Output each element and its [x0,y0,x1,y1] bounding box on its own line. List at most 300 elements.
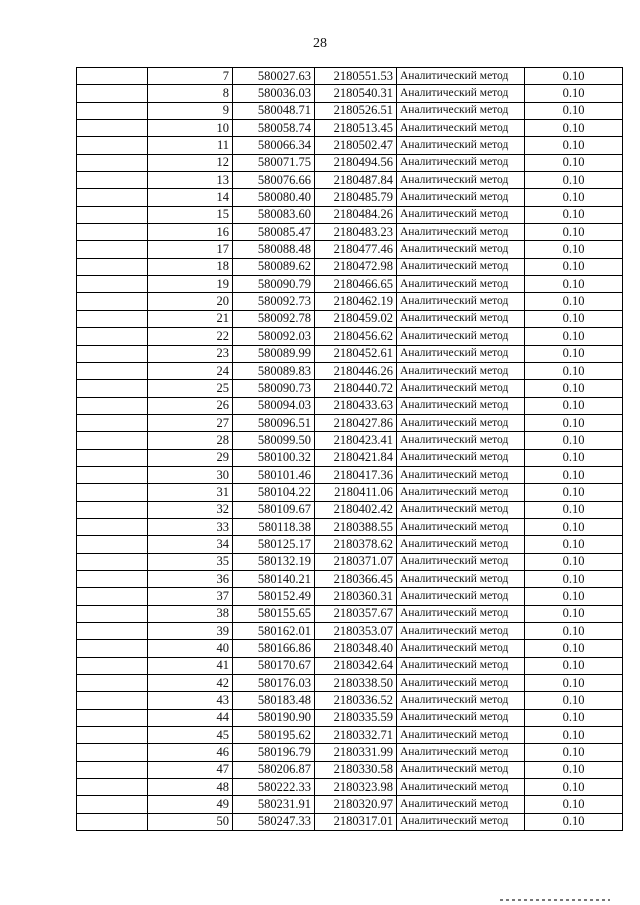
table-row [77,310,623,327]
point-number-cell: 8 [148,85,233,102]
point-number-cell: 15 [148,206,233,223]
table-row [77,518,623,535]
method-cell: Аналитический метод [397,154,525,171]
accuracy-cell: 0.10 [525,154,623,171]
table-row [77,328,623,345]
accuracy-cell: 0.10 [525,536,623,553]
x-coordinate-cell: 580109.67 [233,501,315,518]
blank-cell [77,414,148,431]
y-coordinate-cell: 2180371.07 [315,553,397,570]
point-number-cell: 44 [148,709,233,726]
table-row [77,397,623,414]
y-coordinate-cell: 2180388.55 [315,518,397,535]
x-coordinate-cell: 580196.79 [233,744,315,761]
y-coordinate-cell: 2180483.23 [315,224,397,241]
x-coordinate-cell: 580222.33 [233,779,315,796]
y-coordinate-cell: 2180348.40 [315,640,397,657]
accuracy-cell: 0.10 [525,588,623,605]
accuracy-cell: 0.10 [525,466,623,483]
y-coordinate-cell: 2180494.56 [315,154,397,171]
point-number-cell: 32 [148,501,233,518]
blank-cell [77,189,148,206]
accuracy-cell: 0.10 [525,224,623,241]
y-coordinate-cell: 2180440.72 [315,380,397,397]
method-cell: Аналитический метод [397,68,525,85]
x-coordinate-cell: 580076.66 [233,172,315,189]
x-coordinate-cell: 580071.75 [233,154,315,171]
accuracy-cell: 0.10 [525,675,623,692]
blank-cell [77,345,148,362]
x-coordinate-cell: 580155.65 [233,605,315,622]
y-coordinate-cell: 2180366.45 [315,570,397,587]
accuracy-cell: 0.10 [525,241,623,258]
x-coordinate-cell: 580170.67 [233,657,315,674]
blank-cell [77,241,148,258]
x-coordinate-cell: 580118.38 [233,518,315,535]
coordinates-table [76,67,623,831]
x-coordinate-cell: 580183.48 [233,692,315,709]
point-number-cell: 27 [148,414,233,431]
blank-cell [77,276,148,293]
x-coordinate-cell: 580036.03 [233,85,315,102]
method-cell: Аналитический метод [397,779,525,796]
x-coordinate-cell: 580090.73 [233,380,315,397]
point-number-cell: 17 [148,241,233,258]
x-coordinate-cell: 580027.63 [233,68,315,85]
method-cell: Аналитический метод [397,536,525,553]
x-coordinate-cell: 580195.62 [233,727,315,744]
table-row [77,466,623,483]
accuracy-cell: 0.10 [525,657,623,674]
point-number-cell: 23 [148,345,233,362]
blank-cell [77,484,148,501]
page-number: 28 [313,36,327,51]
table-row [77,85,623,102]
y-coordinate-cell: 2180323.98 [315,779,397,796]
y-coordinate-cell: 2180411.06 [315,484,397,501]
accuracy-cell: 0.10 [525,362,623,379]
table-row [77,189,623,206]
point-number-cell: 14 [148,189,233,206]
blank-cell [77,761,148,778]
method-cell: Аналитический метод [397,137,525,154]
table-row [77,345,623,362]
blank-cell [77,536,148,553]
point-number-cell: 21 [148,310,233,327]
point-number-cell: 28 [148,432,233,449]
blank-cell [77,466,148,483]
y-coordinate-cell: 2180317.01 [315,813,397,830]
table-row [77,709,623,726]
point-number-cell: 41 [148,657,233,674]
x-coordinate-cell: 580083.60 [233,206,315,223]
y-coordinate-cell: 2180472.98 [315,258,397,275]
blank-cell [77,310,148,327]
x-coordinate-cell: 580080.40 [233,189,315,206]
method-cell: Аналитический метод [397,727,525,744]
accuracy-cell: 0.10 [525,189,623,206]
table-row [77,605,623,622]
y-coordinate-cell: 2180331.99 [315,744,397,761]
table-row [77,675,623,692]
blank-cell [77,675,148,692]
method-cell: Аналитический метод [397,189,525,206]
y-coordinate-cell: 2180332.71 [315,727,397,744]
y-coordinate-cell: 2180551.53 [315,68,397,85]
y-coordinate-cell: 2180402.42 [315,501,397,518]
blank-cell [77,68,148,85]
accuracy-cell: 0.10 [525,85,623,102]
y-coordinate-cell: 2180427.86 [315,414,397,431]
y-coordinate-cell: 2180433.63 [315,397,397,414]
method-cell: Аналитический метод [397,623,525,640]
table-row [77,258,623,275]
y-coordinate-cell: 2180477.46 [315,241,397,258]
method-cell: Аналитический метод [397,276,525,293]
x-coordinate-cell: 580125.17 [233,536,315,553]
x-coordinate-cell: 580089.99 [233,345,315,362]
point-number-cell: 37 [148,588,233,605]
y-coordinate-cell: 2180446.26 [315,362,397,379]
x-coordinate-cell: 580101.46 [233,466,315,483]
table-row [77,779,623,796]
point-number-cell: 34 [148,536,233,553]
method-cell: Аналитический метод [397,657,525,674]
blank-cell [77,709,148,726]
blank-cell [77,553,148,570]
point-number-cell: 38 [148,605,233,622]
method-cell: Аналитический метод [397,813,525,830]
point-number-cell: 29 [148,449,233,466]
blank-cell [77,328,148,345]
method-cell: Аналитический метод [397,449,525,466]
accuracy-cell: 0.10 [525,449,623,466]
method-cell: Аналитический метод [397,397,525,414]
blank-cell [77,813,148,830]
blank-cell [77,172,148,189]
method-cell: Аналитический метод [397,501,525,518]
y-coordinate-cell: 2180342.64 [315,657,397,674]
accuracy-cell: 0.10 [525,102,623,119]
y-coordinate-cell: 2180456.62 [315,328,397,345]
blank-cell [77,779,148,796]
point-number-cell: 11 [148,137,233,154]
table-row [77,432,623,449]
table-row [77,224,623,241]
scan-edge-mark [500,899,610,901]
accuracy-cell: 0.10 [525,432,623,449]
point-number-cell: 42 [148,675,233,692]
blank-cell [77,518,148,535]
method-cell: Аналитический метод [397,466,525,483]
point-number-cell: 26 [148,397,233,414]
blank-cell [77,588,148,605]
blank-cell [77,362,148,379]
table-row [77,761,623,778]
table-row [77,154,623,171]
method-cell: Аналитический метод [397,206,525,223]
method-cell: Аналитический метод [397,484,525,501]
point-number-cell: 7 [148,68,233,85]
accuracy-cell: 0.10 [525,553,623,570]
table-row [77,536,623,553]
method-cell: Аналитический метод [397,588,525,605]
y-coordinate-cell: 2180540.31 [315,85,397,102]
y-coordinate-cell: 2180462.19 [315,293,397,310]
x-coordinate-cell: 580190.90 [233,709,315,726]
point-number-cell: 10 [148,120,233,137]
x-coordinate-cell: 580092.03 [233,328,315,345]
method-cell: Аналитический метод [397,241,525,258]
x-coordinate-cell: 580152.49 [233,588,315,605]
blank-cell [77,258,148,275]
method-cell: Аналитический метод [397,345,525,362]
accuracy-cell: 0.10 [525,380,623,397]
table-row [77,813,623,830]
blank-cell [77,85,148,102]
y-coordinate-cell: 2180526.51 [315,102,397,119]
x-coordinate-cell: 580048.71 [233,102,315,119]
accuracy-cell: 0.10 [525,761,623,778]
table-row [77,744,623,761]
method-cell: Аналитический метод [397,258,525,275]
point-number-cell: 49 [148,796,233,813]
method-cell: Аналитический метод [397,692,525,709]
blank-cell [77,657,148,674]
accuracy-cell: 0.10 [525,640,623,657]
point-number-cell: 13 [148,172,233,189]
blank-cell [77,206,148,223]
y-coordinate-cell: 2180513.45 [315,120,397,137]
point-number-cell: 16 [148,224,233,241]
point-number-cell: 30 [148,466,233,483]
point-number-cell: 12 [148,154,233,171]
x-coordinate-cell: 580231.91 [233,796,315,813]
x-coordinate-cell: 580206.87 [233,761,315,778]
accuracy-cell: 0.10 [525,744,623,761]
y-coordinate-cell: 2180336.52 [315,692,397,709]
accuracy-cell: 0.10 [525,709,623,726]
table-row [77,570,623,587]
table-row [77,588,623,605]
point-number-cell: 48 [148,779,233,796]
point-number-cell: 35 [148,553,233,570]
point-number-cell: 25 [148,380,233,397]
table-row [77,206,623,223]
method-cell: Аналитический метод [397,570,525,587]
table-row [77,68,623,85]
x-coordinate-cell: 580088.48 [233,241,315,258]
method-cell: Аналитический метод [397,796,525,813]
y-coordinate-cell: 2180459.02 [315,310,397,327]
accuracy-cell: 0.10 [525,120,623,137]
y-coordinate-cell: 2180485.79 [315,189,397,206]
accuracy-cell: 0.10 [525,605,623,622]
table-row [77,640,623,657]
method-cell: Аналитический метод [397,172,525,189]
table-row [77,102,623,119]
method-cell: Аналитический метод [397,120,525,137]
method-cell: Аналитический метод [397,675,525,692]
accuracy-cell: 0.10 [525,727,623,744]
accuracy-cell: 0.10 [525,397,623,414]
blank-cell [77,293,148,310]
blank-cell [77,605,148,622]
point-number-cell: 22 [148,328,233,345]
point-number-cell: 9 [148,102,233,119]
y-coordinate-cell: 2180335.59 [315,709,397,726]
y-coordinate-cell: 2180338.50 [315,675,397,692]
table-row [77,657,623,674]
y-coordinate-cell: 2180360.31 [315,588,397,605]
accuracy-cell: 0.10 [525,623,623,640]
method-cell: Аналитический метод [397,102,525,119]
method-cell: Аналитический метод [397,553,525,570]
method-cell: Аналитический метод [397,640,525,657]
point-number-cell: 36 [148,570,233,587]
y-coordinate-cell: 2180502.47 [315,137,397,154]
x-coordinate-cell: 580092.73 [233,293,315,310]
x-coordinate-cell: 580132.19 [233,553,315,570]
x-coordinate-cell: 580140.21 [233,570,315,587]
table-row [77,449,623,466]
blank-cell [77,432,148,449]
table-row [77,137,623,154]
blank-cell [77,501,148,518]
method-cell: Аналитический метод [397,414,525,431]
point-number-cell: 19 [148,276,233,293]
point-number-cell: 43 [148,692,233,709]
accuracy-cell: 0.10 [525,501,623,518]
x-coordinate-cell: 580176.03 [233,675,315,692]
blank-cell [77,744,148,761]
point-number-cell: 40 [148,640,233,657]
accuracy-cell: 0.10 [525,328,623,345]
accuracy-cell: 0.10 [525,345,623,362]
x-coordinate-cell: 580247.33 [233,813,315,830]
table-row [77,623,623,640]
method-cell: Аналитический метод [397,518,525,535]
blank-cell [77,570,148,587]
accuracy-cell: 0.10 [525,813,623,830]
y-coordinate-cell: 2180452.61 [315,345,397,362]
y-coordinate-cell: 2180330.58 [315,761,397,778]
accuracy-cell: 0.10 [525,692,623,709]
x-coordinate-cell: 580096.51 [233,414,315,431]
y-coordinate-cell: 2180417.36 [315,466,397,483]
accuracy-cell: 0.10 [525,137,623,154]
accuracy-cell: 0.10 [525,484,623,501]
accuracy-cell: 0.10 [525,518,623,535]
blank-cell [77,397,148,414]
x-coordinate-cell: 580162.01 [233,623,315,640]
method-cell: Аналитический метод [397,293,525,310]
table-row [77,484,623,501]
method-cell: Аналитический метод [397,380,525,397]
method-cell: Аналитический метод [397,224,525,241]
x-coordinate-cell: 580066.34 [233,137,315,154]
blank-cell [77,449,148,466]
method-cell: Аналитический метод [397,605,525,622]
table-row [77,380,623,397]
method-cell: Аналитический метод [397,85,525,102]
blank-cell [77,137,148,154]
blank-cell [77,692,148,709]
table-row [77,796,623,813]
method-cell: Аналитический метод [397,709,525,726]
y-coordinate-cell: 2180378.62 [315,536,397,553]
coordinates-table-body [77,68,623,831]
accuracy-cell: 0.10 [525,796,623,813]
y-coordinate-cell: 2180357.67 [315,605,397,622]
point-number-cell: 45 [148,727,233,744]
table-row [77,727,623,744]
accuracy-cell: 0.10 [525,258,623,275]
x-coordinate-cell: 580089.62 [233,258,315,275]
point-number-cell: 18 [148,258,233,275]
point-number-cell: 33 [148,518,233,535]
point-number-cell: 46 [148,744,233,761]
method-cell: Аналитический метод [397,744,525,761]
table-row [77,553,623,570]
x-coordinate-cell: 580100.32 [233,449,315,466]
method-cell: Аналитический метод [397,310,525,327]
method-cell: Аналитический метод [397,328,525,345]
point-number-cell: 47 [148,761,233,778]
table-row [77,120,623,137]
accuracy-cell: 0.10 [525,206,623,223]
blank-cell [77,154,148,171]
accuracy-cell: 0.10 [525,293,623,310]
x-coordinate-cell: 580104.22 [233,484,315,501]
blank-cell [77,380,148,397]
point-number-cell: 24 [148,362,233,379]
accuracy-cell: 0.10 [525,172,623,189]
x-coordinate-cell: 580058.74 [233,120,315,137]
point-number-cell: 50 [148,813,233,830]
point-number-cell: 20 [148,293,233,310]
x-coordinate-cell: 580089.83 [233,362,315,379]
table-row [77,501,623,518]
blank-cell [77,224,148,241]
x-coordinate-cell: 580094.03 [233,397,315,414]
table-row [77,414,623,431]
y-coordinate-cell: 2180487.84 [315,172,397,189]
y-coordinate-cell: 2180353.07 [315,623,397,640]
accuracy-cell: 0.10 [525,310,623,327]
blank-cell [77,727,148,744]
method-cell: Аналитический метод [397,761,525,778]
x-coordinate-cell: 580166.86 [233,640,315,657]
blank-cell [77,102,148,119]
x-coordinate-cell: 580092.78 [233,310,315,327]
method-cell: Аналитический метод [397,362,525,379]
table-row [77,241,623,258]
blank-cell [77,623,148,640]
accuracy-cell: 0.10 [525,779,623,796]
table-row [77,276,623,293]
y-coordinate-cell: 2180423.41 [315,432,397,449]
table-row [77,172,623,189]
y-coordinate-cell: 2180484.26 [315,206,397,223]
table-row [77,293,623,310]
accuracy-cell: 0.10 [525,68,623,85]
table-row [77,692,623,709]
accuracy-cell: 0.10 [525,570,623,587]
accuracy-cell: 0.10 [525,276,623,293]
blank-cell [77,120,148,137]
point-number-cell: 31 [148,484,233,501]
